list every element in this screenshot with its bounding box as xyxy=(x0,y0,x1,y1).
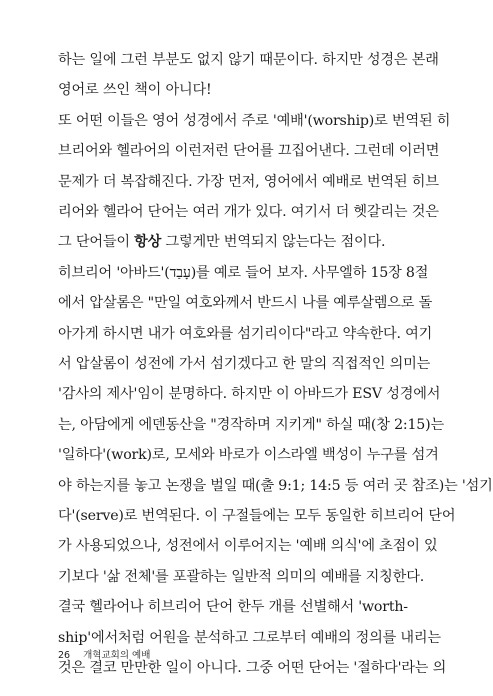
text-line: 가 사용되었으나, 성전에서 이루어지는 '예배 의식'에 초점이 있 xyxy=(58,538,438,555)
text-line: 문제가 더 복잡해진다. 가장 먼저, 영어에서 예배로 번역된 히브 xyxy=(58,173,439,190)
text-line: 영어로 쓰인 책이 아니다! xyxy=(58,82,212,99)
text-line: 야 하는지를 놓고 논쟁을 벌일 때(출 9:1; 14:5 등 여러 곳 참조)는 '섬기 xyxy=(58,477,493,494)
running-title: 개혁교회의 예배 xyxy=(83,650,151,661)
text-line: 는, 아담에게 에덴동산을 "경작하며 지키게" 하실 때(창 2:15)는 xyxy=(58,416,444,433)
text-line: 그 단어들이 항상 그렇게만 번역되지 않는다는 점이다. xyxy=(58,234,386,251)
text-line: 하는 일에 그런 부분도 없지 않기 때문이다. 하지만 성경은 본래 xyxy=(58,52,439,68)
page-number: 26 xyxy=(58,650,71,661)
text-line: 에서 압살롬은 "만일 여호와께서 반드시 나를 예루살렘으로 돌 xyxy=(58,295,433,312)
text-line: 서 압살롬이 성전에 가서 섬기겠다고 한 말의 직접적인 의미는 xyxy=(58,356,431,372)
text-line: 것은 결코 만만한 일이 아니다. 그중 어떤 단어는 '절하다'라는 의 xyxy=(58,660,447,676)
text-line: '감사의 제사'임이 분명하다. 하지만 이 아바드가 ESV 성경에서 xyxy=(58,386,441,403)
text-line: 아가게 하시면 내가 여호와를 섬기리이다"라고 약속한다. 여기 xyxy=(58,325,433,342)
page-footer xyxy=(58,647,150,661)
text-line: 결국 헬라어나 히브리어 단어 한두 개를 선별해서 'worth- xyxy=(58,599,408,616)
text-line: 또 어떤 이들은 영어 성경에서 주로 '예배'(worship)로 번역된 히 xyxy=(58,112,451,129)
emphasis-text: 항상 xyxy=(134,234,162,251)
text-line: 브리어와 헬라어의 이런저런 단어를 끄집어낸다. 그런데 이러면 xyxy=(58,143,440,160)
text-line: 다'(serve)로 번역된다. 이 구절들에는 모두 동일한 히브리어 단어 xyxy=(58,508,456,524)
text-line: 리어와 헬라어 단어는 여러 개가 있다. 여기서 더 헷갈리는 것은 xyxy=(58,204,439,220)
text-line: ship'에서처럼 어원을 분석하고 그로부터 예배의 정의를 내리는 xyxy=(58,629,441,646)
text-line: 히브리어 '아바드'(עָבַד)를 예로 들어 보자. 사무엘하 15장 8절 xyxy=(58,264,429,281)
text-line: '일하다'(work)로, 모세와 바로가 이스라엘 백성이 누구를 섬겨 xyxy=(58,447,439,464)
text-line: 기보다 '삶 전체'를 포괄하는 일반적 의미의 예배를 지칭한다. xyxy=(58,568,425,585)
